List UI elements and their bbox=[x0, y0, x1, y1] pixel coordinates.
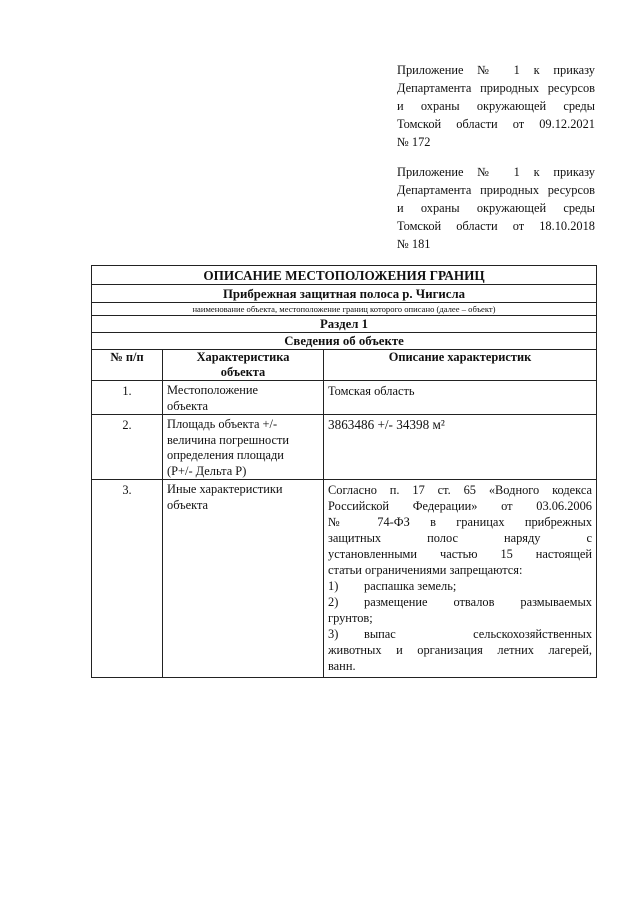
row-characteristic bbox=[163, 381, 324, 415]
prohibition-item bbox=[328, 594, 592, 610]
characteristic-line: определения площади bbox=[167, 448, 284, 462]
table-row bbox=[92, 480, 597, 678]
appendix-line: № 172 bbox=[397, 135, 431, 149]
row-characteristic bbox=[163, 480, 324, 678]
item-marker: 2) bbox=[328, 595, 339, 609]
row-number: 2. bbox=[92, 415, 163, 480]
column-header-num: № п/п bbox=[92, 350, 163, 381]
item-marker: 1) bbox=[328, 579, 339, 593]
item-continuation: животных и организация летних лагерей, bbox=[328, 643, 593, 657]
appendix-note-current bbox=[397, 61, 595, 151]
row-characteristic bbox=[163, 415, 324, 480]
description-line: установленными частью 15 настоящей bbox=[328, 547, 593, 561]
column-header-description: Описание характеристик bbox=[324, 350, 597, 381]
table-row bbox=[92, 381, 597, 415]
appendix-line: № 181 bbox=[397, 237, 431, 251]
row-number: 1. bbox=[92, 381, 163, 415]
appendix-line: Департамента природных ресурсов bbox=[397, 183, 595, 197]
appendix-note-previous bbox=[397, 163, 595, 253]
item-continuation: ванн. bbox=[328, 659, 356, 673]
section-title: Сведения об объекте bbox=[92, 333, 597, 350]
appendix-line: Приложение № 1 к приказу bbox=[397, 165, 595, 179]
characteristic-line: Площадь объекта +/- bbox=[167, 417, 278, 431]
column-header-characteristic-line: Характеристика bbox=[196, 350, 290, 364]
characteristic-line: величина погрешности bbox=[167, 432, 290, 447]
item-text: распашка земель; bbox=[364, 579, 457, 593]
prohibition-item bbox=[328, 626, 592, 642]
appendix-line: Департамента природных ресурсов bbox=[397, 81, 595, 95]
description-line: Согласно п. 17 ст. 65 «Водного кодекса bbox=[328, 483, 593, 497]
characteristic-line: объекта bbox=[167, 398, 209, 413]
description-line: № 74-ФЗ в границах прибрежных bbox=[328, 515, 593, 529]
appendix-line: Приложение № 1 к приказу bbox=[397, 63, 595, 77]
table-row bbox=[92, 415, 597, 480]
row-number: 3. bbox=[92, 480, 163, 678]
column-header-characteristic bbox=[163, 350, 324, 381]
appendix-line: Томской области от 18.10.2018 bbox=[397, 219, 595, 233]
appendix-line: и охраны окружающей среды bbox=[397, 99, 595, 113]
section-number: Раздел 1 bbox=[92, 316, 597, 333]
row-description bbox=[324, 480, 597, 678]
appendix-line: и охраны окружающей среды bbox=[397, 201, 595, 215]
row-description: Томская область bbox=[324, 381, 597, 415]
item-text: выпас сельскохозяйственных bbox=[364, 627, 593, 641]
characteristic-line: (P+/- Дельта P) bbox=[167, 463, 247, 478]
document-title: ОПИСАНИЕ МЕСТОПОЛОЖЕНИЯ ГРАНИЦ bbox=[92, 266, 597, 285]
row-description: 3863486 +/- 34398 м² bbox=[324, 415, 597, 480]
characteristic-line: Иные характеристики bbox=[167, 482, 283, 496]
description-line: статьи ограничениями запрещаются: bbox=[328, 563, 523, 577]
characteristic-line: объекта bbox=[167, 497, 209, 512]
item-continuation: грунтов; bbox=[328, 611, 373, 625]
item-marker: 3) bbox=[328, 627, 339, 641]
table-header-row bbox=[92, 350, 597, 381]
item-text: размещение отвалов размываемых bbox=[364, 595, 593, 609]
description-line: защитных полос наряду с bbox=[328, 531, 593, 545]
prohibition-item bbox=[328, 578, 592, 594]
object-note: наименование объекта, местоположение границ которого описано (далее – объект) bbox=[92, 303, 597, 316]
characteristic-line: Местоположение bbox=[167, 383, 258, 397]
boundary-description-table bbox=[91, 265, 597, 678]
column-header-characteristic-line: объекта bbox=[220, 365, 266, 379]
appendix-line: Томской области от 09.12.2021 bbox=[397, 117, 595, 131]
description-line: Российской Федерации» от 03.06.2006 bbox=[328, 499, 593, 513]
object-name: Прибрежная защитная полоса р. Чигисла bbox=[92, 285, 597, 303]
